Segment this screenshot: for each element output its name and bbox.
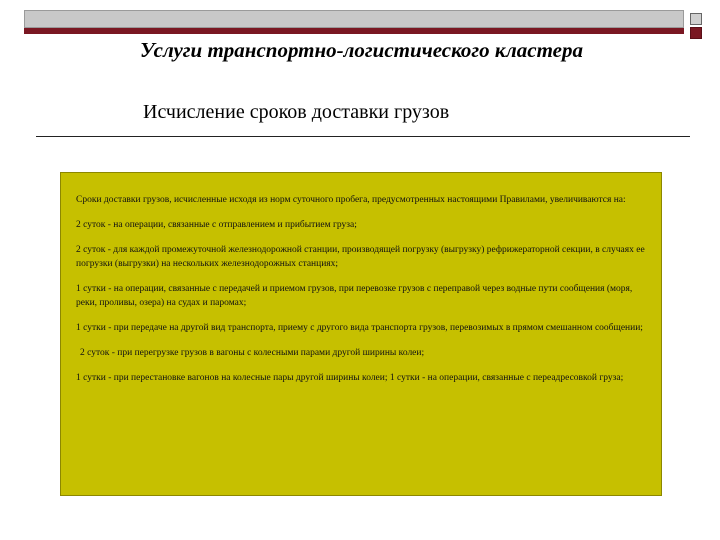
corner-square-icon — [690, 13, 702, 25]
header-bar — [24, 10, 684, 28]
paragraph-item: 2 суток - на операции, связанные с отправлением и прибытием груза; — [76, 220, 357, 230]
divider — [36, 136, 690, 137]
paragraph-item: 2 суток - при перегрузке грузов в вагоны с колесными парами другой ширины колеи; — [80, 348, 425, 358]
paragraph-item: 1 сутки - на операции, связанные с передачей и приемом грузов, при перевозке грузов с переправой через водные пути сообщения (моря, реки, проливы, озера) на судах и паромах; — [76, 284, 633, 308]
section-subtitle: Исчисление сроков доставки грузов — [143, 101, 450, 123]
paragraph-item: 1 сутки - при перестановке вагонов на колесные пары другой ширины колеи; 1 сутки - на операции, связанные с переадресовкой груза; — [76, 373, 624, 383]
paragraph-item: 1 сутки - при передаче на другой вид транспорта, приему с другого вида транспорта грузов, перевозимых в прямом смешанном сообщении; — [76, 323, 643, 333]
paragraph-intro: Сроки доставки грузов, исчисленные исходя из норм суточного пробега, предусмотренных настоящими Правилами, увеличиваются на: — [76, 195, 626, 205]
paragraph-item: 2 суток - для каждой промежуточной железнодорожной станции, производящей погрузку (выгрузку) рефрижераторной секции, в случаях ее погрузки (выгрузки) на нескольких железнодорожных станциях; — [76, 245, 645, 269]
page-title: Услуги транспортно-логистического кластера — [140, 38, 583, 62]
content-box — [60, 172, 662, 496]
header-rule — [24, 28, 684, 34]
